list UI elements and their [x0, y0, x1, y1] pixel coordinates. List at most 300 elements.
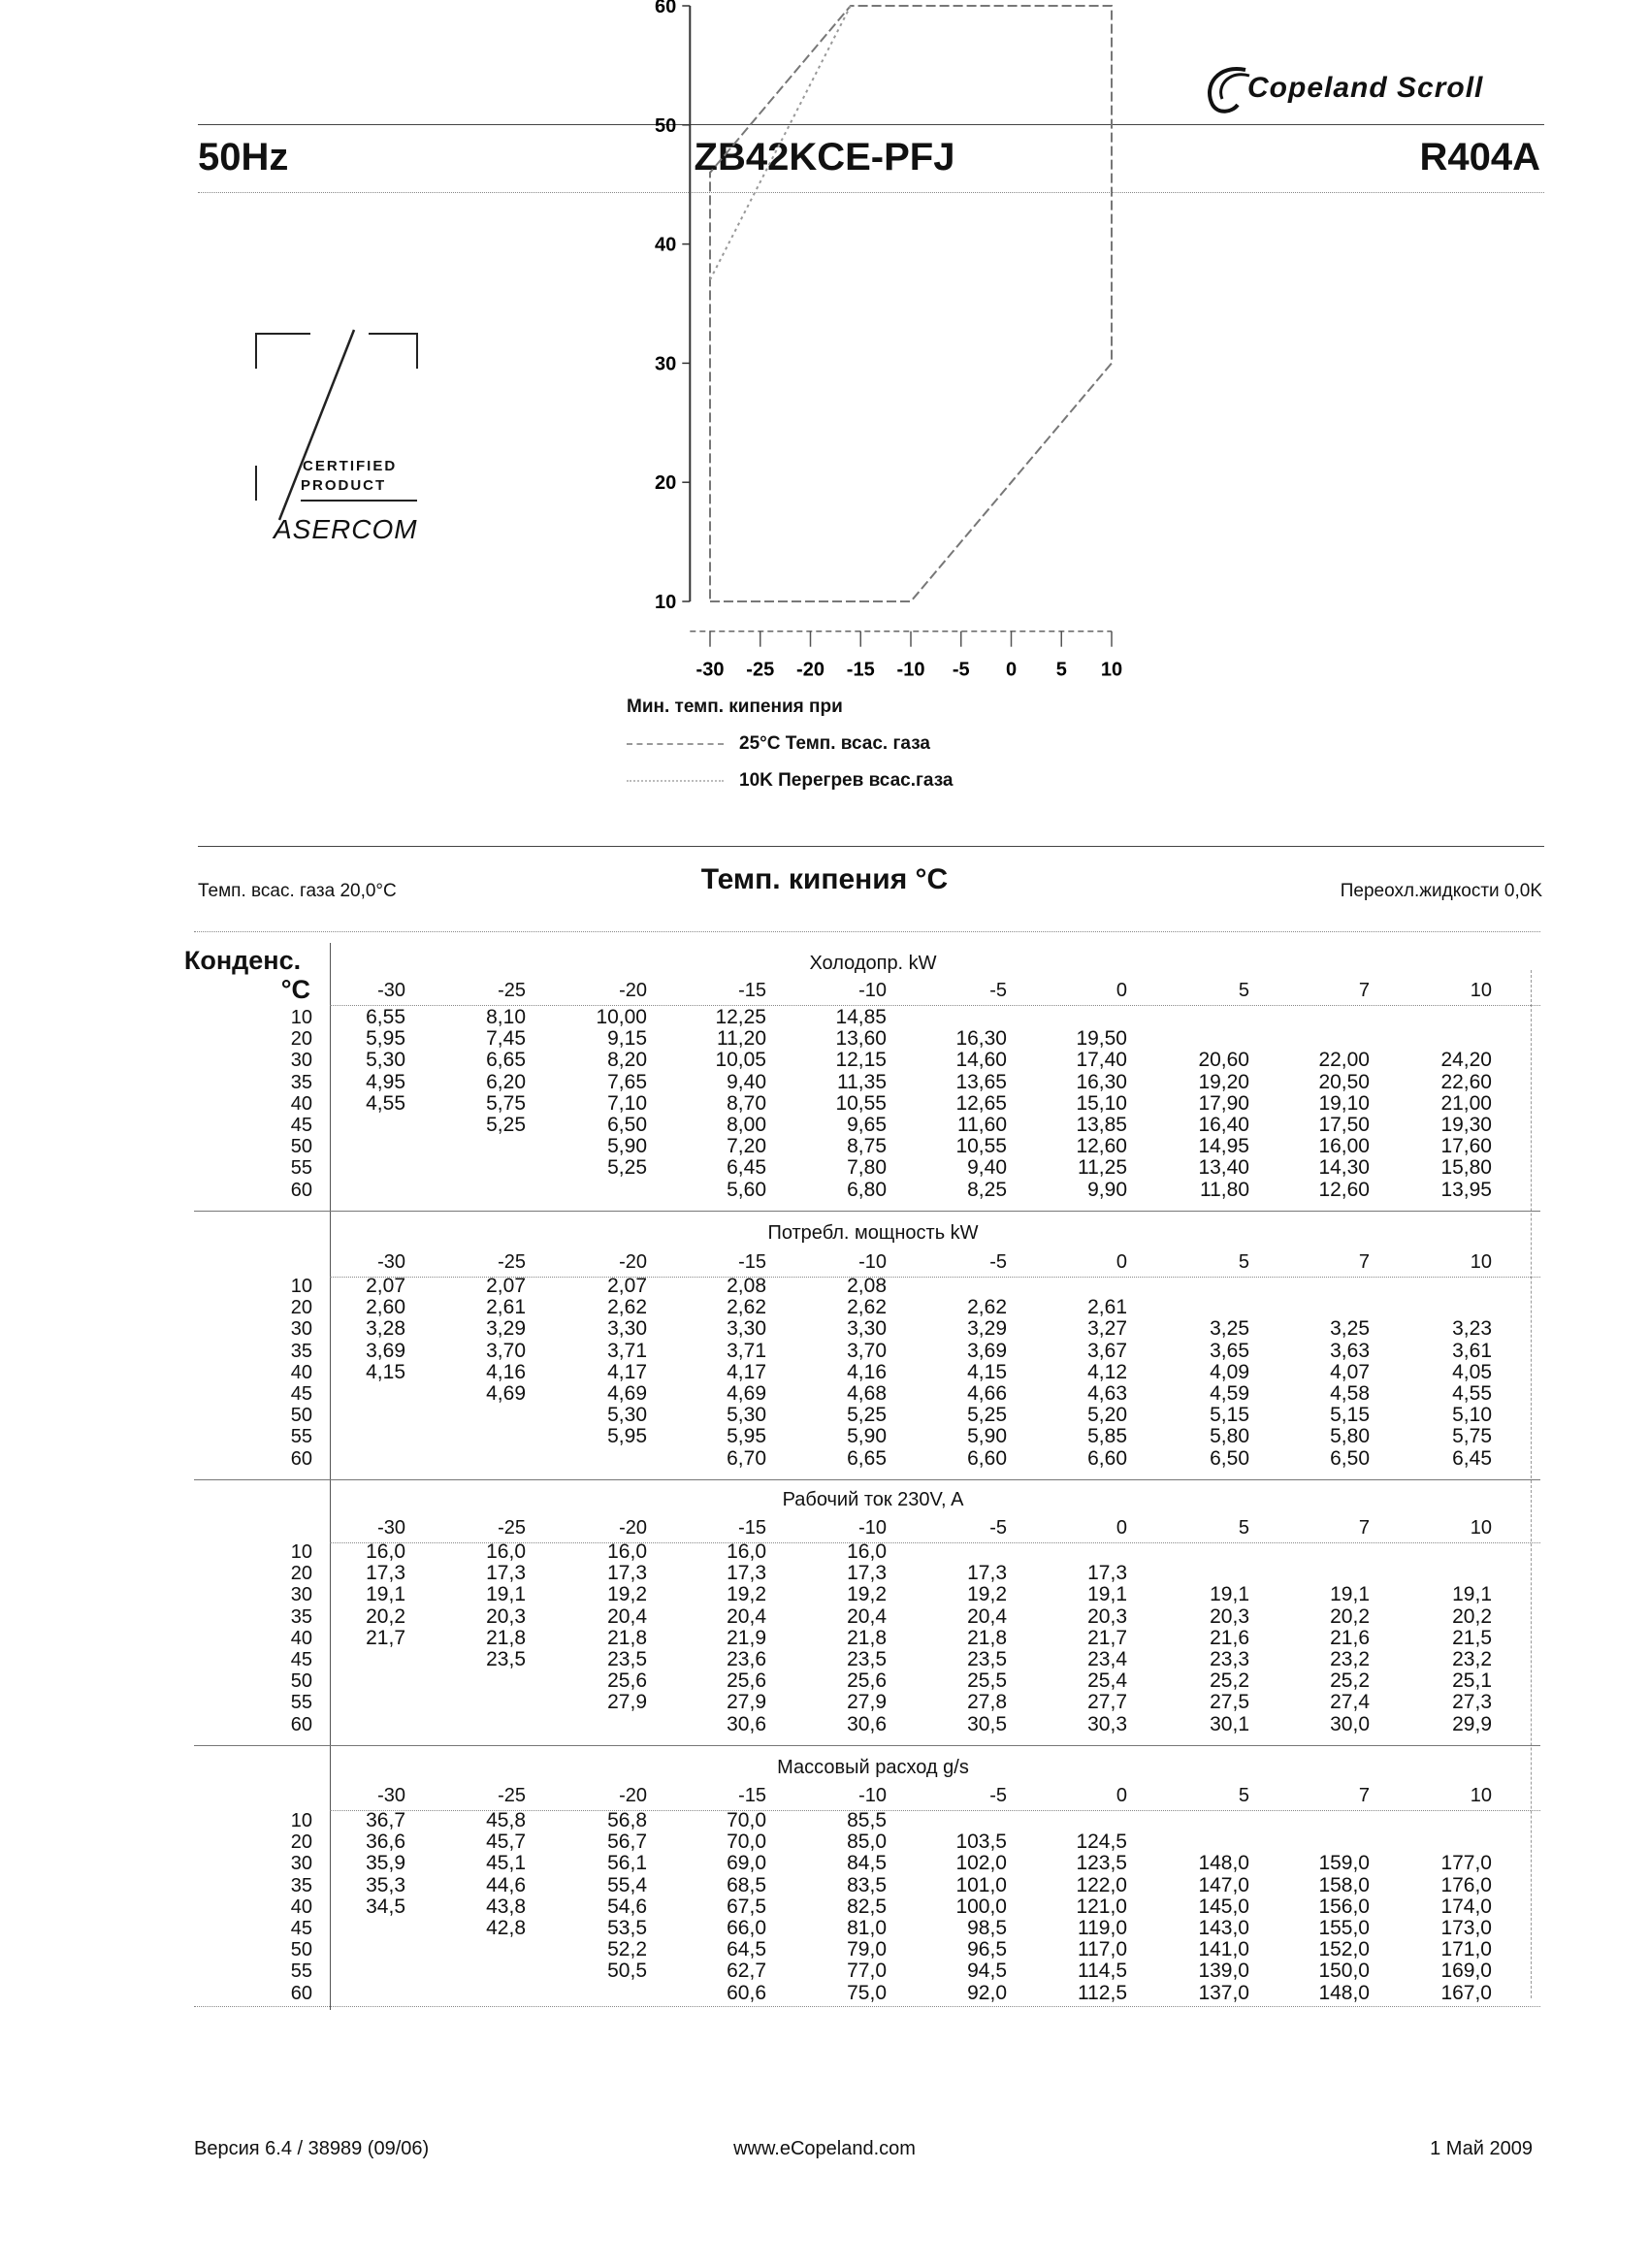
table-cell: 7,45 — [486, 1027, 526, 1051]
table-cell: 19,2 — [967, 1583, 1007, 1606]
y-tick-label-10: 10 — [655, 592, 677, 613]
table-cell: 5,75 — [1452, 1425, 1492, 1448]
table-cell: 16,40 — [1198, 1114, 1249, 1136]
table-cell: 19,2 — [847, 1583, 887, 1606]
table-cell: 119,0 — [1078, 1917, 1127, 1939]
col-header-10: 10 — [1470, 1251, 1492, 1273]
table-cell: 70,0 — [727, 1831, 766, 1854]
table-right-edge — [1531, 970, 1532, 1998]
row-label-20: 20 — [290, 1297, 312, 1319]
table-cell: 23,4 — [1087, 1648, 1127, 1670]
table-cell: 16,00 — [1318, 1135, 1370, 1158]
col-header--10: -10 — [858, 1785, 887, 1806]
table-cell: 30,1 — [1210, 1712, 1249, 1735]
row-label-50: 50 — [290, 1670, 312, 1693]
footer-date: 1 Май 2009 — [1430, 2138, 1533, 2159]
table-cell: 20,4 — [847, 1604, 887, 1628]
x-tick-label-10: 10 — [1100, 659, 1123, 681]
table-cell: 3,70 — [847, 1339, 887, 1362]
subcooling-note: Переохл.жидкости 0,0K — [1340, 881, 1542, 901]
table-cell: 8,70 — [727, 1091, 766, 1115]
x-tick-label-0: 0 — [1005, 659, 1018, 681]
suction-gas-temp-note: Темп. всас. газа 20,0°C — [198, 881, 397, 901]
table-cell: 3,30 — [847, 1317, 887, 1341]
table-cell: 13,40 — [1198, 1156, 1249, 1180]
table-cell: 3,29 — [486, 1317, 526, 1341]
table-cell: 141,0 — [1198, 1938, 1249, 1961]
table-cell: 25,2 — [1330, 1669, 1370, 1693]
table-cell: 3,71 — [727, 1339, 766, 1362]
y-tick-label-50: 50 — [655, 114, 677, 137]
table-cell: 55,4 — [607, 1873, 647, 1896]
table-cell: 35,9 — [366, 1852, 405, 1875]
table-cell: 17,50 — [1318, 1114, 1370, 1136]
table-cell: 23,2 — [1330, 1648, 1370, 1670]
table-cell: 103,5 — [955, 1831, 1007, 1854]
table-cell: 100,0 — [955, 1895, 1007, 1918]
table-cell: 17,3 — [847, 1562, 887, 1585]
table-cell: 23,5 — [847, 1648, 887, 1670]
table-cell: 117,0 — [1078, 1938, 1127, 1961]
table-cell: 4,69 — [486, 1382, 526, 1405]
table-cell: 30,5 — [967, 1712, 1007, 1735]
col-header--15: -15 — [738, 1517, 766, 1539]
table-cell: 20,50 — [1318, 1070, 1370, 1093]
y-tick-label-60: 60 — [655, 0, 677, 17]
row-label-10: 10 — [290, 1541, 312, 1563]
col-header--30: -30 — [377, 1517, 405, 1539]
y-tick-label-20: 20 — [655, 472, 677, 495]
table-cell: 4,58 — [1330, 1382, 1370, 1405]
table-top-rule — [194, 931, 1540, 932]
col-header--25: -25 — [498, 1785, 526, 1806]
table-cell: 69,0 — [727, 1852, 766, 1875]
table-cell: 23,3 — [1210, 1648, 1249, 1670]
table-cell: 66,0 — [727, 1917, 766, 1939]
table-cell: 23,5 — [486, 1648, 526, 1670]
table-cell: 85,0 — [847, 1831, 887, 1854]
table-cell: 42,8 — [486, 1917, 526, 1939]
table-cell: 45,8 — [486, 1809, 526, 1831]
table-cell: 2,62 — [727, 1296, 766, 1319]
table-cell: 8,20 — [607, 1049, 647, 1072]
row-label-35: 35 — [290, 1874, 312, 1896]
table-cell: 147,0 — [1198, 1873, 1249, 1896]
table-cell: 5,25 — [607, 1156, 647, 1180]
table-cell: 11,35 — [837, 1070, 887, 1093]
table-cell: 17,3 — [607, 1562, 647, 1585]
table-cell: 4,07 — [1330, 1360, 1370, 1383]
table-cell: 27,9 — [847, 1691, 887, 1714]
table-cell: 27,5 — [1210, 1691, 1249, 1714]
y-tick-label-30: 30 — [655, 353, 677, 375]
footer-version: Версия 6.4 / 38989 (09/06) — [194, 2138, 430, 2159]
col-header--20: -20 — [619, 1785, 647, 1806]
table-cell: 29,9 — [1452, 1712, 1492, 1735]
table-cell: 2,62 — [967, 1296, 1007, 1319]
table-cell: 7,10 — [607, 1091, 647, 1115]
table-cell: 17,3 — [1087, 1562, 1127, 1585]
table-cell: 92,0 — [967, 1981, 1007, 2004]
col-header--15: -15 — [738, 1785, 766, 1806]
table-cell: 19,1 — [486, 1583, 526, 1606]
table-cell: 5,25 — [847, 1404, 887, 1427]
table-cell: 23,5 — [967, 1648, 1007, 1670]
table-cell: 30,0 — [1330, 1712, 1370, 1735]
table-cell: 56,8 — [607, 1809, 647, 1831]
block-separator-1 — [194, 1479, 1540, 1480]
row-label-45: 45 — [290, 1383, 312, 1405]
footer-website: www.eCopeland.com — [733, 2138, 916, 2159]
table-cell: 6,60 — [1087, 1446, 1127, 1470]
table-cell: 20,2 — [1330, 1604, 1370, 1628]
table-cell: 4,95 — [366, 1070, 405, 1093]
col-header-5: 5 — [1238, 1785, 1249, 1806]
table-cell: 3,30 — [607, 1317, 647, 1341]
table-cell: 10,05 — [715, 1049, 766, 1072]
table-cell: 79,0 — [847, 1938, 887, 1961]
table-cell: 19,1 — [1330, 1583, 1370, 1606]
table-cell: 54,6 — [607, 1895, 647, 1918]
row-label-35: 35 — [290, 1340, 312, 1362]
table-cell: 68,5 — [727, 1873, 766, 1896]
table-cell: 22,00 — [1318, 1049, 1370, 1072]
row-label-60: 60 — [290, 1447, 312, 1470]
table-cell: 77,0 — [847, 1960, 887, 1983]
col-header-0: 0 — [1116, 980, 1127, 1001]
col-header--15: -15 — [738, 980, 766, 1001]
table-title-3: Массовый расход g/s — [777, 1757, 969, 1778]
row-label-55: 55 — [290, 1426, 312, 1448]
row-label-55: 55 — [290, 1157, 312, 1180]
table-cell: 10,55 — [955, 1135, 1007, 1158]
table-cell: 5,15 — [1330, 1404, 1370, 1427]
table-cell: 30,6 — [847, 1712, 887, 1735]
row-label-40: 40 — [290, 1895, 312, 1918]
table-cell: 8,00 — [727, 1114, 766, 1136]
table-cell: 21,5 — [1452, 1626, 1492, 1649]
table-cell: 70,0 — [727, 1809, 766, 1831]
table-cell: 5,15 — [1210, 1404, 1249, 1427]
table-cell: 4,69 — [607, 1382, 647, 1405]
table-cell: 36,6 — [366, 1831, 405, 1854]
table-cell: 2,61 — [1087, 1296, 1127, 1319]
table-cell: 56,1 — [607, 1852, 647, 1875]
col-header--30: -30 — [377, 980, 405, 1001]
table-cell: 6,45 — [727, 1156, 766, 1180]
table-cell: 9,40 — [967, 1156, 1007, 1180]
table-cell: 3,23 — [1452, 1317, 1492, 1341]
table-cell: 12,60 — [1076, 1135, 1127, 1158]
table-cell: 25,6 — [847, 1669, 887, 1693]
table-cell: 158,0 — [1318, 1873, 1370, 1896]
table-cell: 6,65 — [847, 1446, 887, 1470]
row-label-10: 10 — [290, 1810, 312, 1831]
table-cell: 19,1 — [366, 1583, 405, 1606]
row-label-45: 45 — [290, 1918, 312, 1939]
table-cell: 23,5 — [607, 1648, 647, 1670]
table-cell: 148,0 — [1198, 1852, 1249, 1875]
row-label-60: 60 — [290, 1179, 312, 1201]
table-cell: 5,80 — [1210, 1425, 1249, 1448]
row-label-20: 20 — [290, 1831, 312, 1854]
row-label-20: 20 — [290, 1563, 312, 1585]
table-cell: 60,6 — [727, 1981, 766, 2004]
x-tick-label--30: -30 — [695, 659, 725, 681]
frequency-label: 50Hz — [198, 136, 289, 178]
table-cell: 150,0 — [1318, 1960, 1370, 1983]
col-header--5: -5 — [989, 1785, 1007, 1806]
table-cell: 3,69 — [366, 1339, 405, 1362]
table-cell: 21,8 — [607, 1626, 647, 1649]
table-cell: 3,61 — [1452, 1339, 1492, 1362]
table-cell: 64,5 — [727, 1938, 766, 1961]
table-cell: 121,0 — [1076, 1895, 1127, 1918]
table-cell: 19,50 — [1076, 1027, 1127, 1051]
table-cell: 24,20 — [1440, 1049, 1492, 1072]
col-header-7: 7 — [1358, 1517, 1370, 1539]
table-cell: 14,95 — [1198, 1135, 1249, 1158]
table-cell: 3,29 — [967, 1317, 1007, 1341]
table-cell: 5,20 — [1087, 1404, 1127, 1427]
col-header--20: -20 — [619, 1251, 647, 1273]
table-cell: 14,85 — [835, 1006, 887, 1028]
table-cell: 94,5 — [967, 1960, 1007, 1983]
table-cell: 8,75 — [847, 1135, 887, 1158]
table-cell: 6,80 — [847, 1178, 887, 1201]
table-cell: 3,69 — [967, 1339, 1007, 1362]
x-tick-label--25: -25 — [746, 659, 775, 681]
table-cell: 3,25 — [1330, 1317, 1370, 1341]
table-cell: 11,80 — [1200, 1178, 1249, 1201]
table-cell: 3,25 — [1210, 1317, 1249, 1341]
table-cell: 5,30 — [727, 1404, 766, 1427]
table-cell: 12,60 — [1318, 1178, 1370, 1201]
row-label-60: 60 — [290, 1982, 312, 2004]
table-cell: 17,3 — [486, 1562, 526, 1585]
table-cell: 7,20 — [727, 1135, 766, 1158]
table-cell: 45,7 — [486, 1831, 526, 1854]
col-header-0: 0 — [1116, 1517, 1127, 1539]
table-cell: 3,28 — [366, 1317, 405, 1341]
col-header--20: -20 — [619, 1517, 647, 1539]
table-cell: 5,30 — [607, 1404, 647, 1427]
table-cell: 16,0 — [607, 1540, 647, 1563]
table-cell: 25,2 — [1210, 1669, 1249, 1693]
row-label-30: 30 — [290, 1584, 312, 1606]
x-tick-label--15: -15 — [846, 659, 875, 681]
table-cell: 21,8 — [847, 1626, 887, 1649]
table-cell: 2,62 — [847, 1296, 887, 1319]
table-cell: 5,75 — [486, 1091, 526, 1115]
table-cell: 14,60 — [955, 1049, 1007, 1072]
table-cell: 21,9 — [727, 1626, 766, 1649]
table-cell: 4,17 — [727, 1360, 766, 1383]
table-cell: 5,85 — [1087, 1425, 1127, 1448]
table-cell: 20,4 — [967, 1604, 1007, 1628]
table-cell: 16,0 — [366, 1540, 405, 1563]
table-cell: 156,0 — [1318, 1895, 1370, 1918]
table-cell: 4,63 — [1087, 1382, 1127, 1405]
col-header--25: -25 — [498, 1517, 526, 1539]
table-cell: 11,60 — [957, 1114, 1007, 1136]
table-cell: 17,3 — [727, 1562, 766, 1585]
row-label-45: 45 — [290, 1649, 312, 1670]
condensing-label-text: Конденс. — [183, 946, 302, 975]
legend-label-suction-temp: 25°C Темп. всас. газа — [739, 733, 930, 754]
table-cell: 16,30 — [955, 1027, 1007, 1051]
table-cell: 6,60 — [967, 1446, 1007, 1470]
row-label-30: 30 — [290, 1318, 312, 1341]
table-cell: 112,5 — [1078, 1981, 1127, 2004]
tables-bottom-rule — [194, 2006, 1540, 2007]
table-cell: 15,80 — [1440, 1156, 1492, 1180]
table-cell: 22,60 — [1440, 1070, 1492, 1093]
table-cell: 44,6 — [486, 1873, 526, 1896]
table-cell: 21,00 — [1440, 1091, 1492, 1115]
row-label-30: 30 — [290, 1853, 312, 1875]
table-cell: 20,60 — [1198, 1049, 1249, 1072]
row-label-60: 60 — [290, 1713, 312, 1735]
col-header--5: -5 — [989, 980, 1007, 1001]
table-cell: 5,90 — [847, 1425, 887, 1448]
table-cell: 21,8 — [486, 1626, 526, 1649]
table-cell: 2,08 — [847, 1275, 887, 1297]
col-header--25: -25 — [498, 1251, 526, 1273]
table-cell: 34,5 — [366, 1895, 405, 1918]
table-cell: 4,12 — [1087, 1360, 1127, 1383]
table-cell: 75,0 — [847, 1981, 887, 2004]
table-cell: 4,09 — [1210, 1360, 1249, 1383]
table-cell: 25,1 — [1452, 1669, 1492, 1693]
table-cell: 169,0 — [1440, 1960, 1492, 1983]
col-header--30: -30 — [377, 1785, 405, 1806]
col-header--10: -10 — [858, 1251, 887, 1273]
table-cell: 101,0 — [955, 1873, 1007, 1896]
table-cell: 4,59 — [1210, 1382, 1249, 1405]
table-cell: 25,6 — [727, 1669, 766, 1693]
table-cell: 96,5 — [967, 1938, 1007, 1961]
col-header-7: 7 — [1358, 980, 1370, 1001]
table-cell: 56,7 — [607, 1831, 647, 1854]
row-label-10: 10 — [290, 1007, 312, 1028]
table-cell: 19,2 — [607, 1583, 647, 1606]
row-label-40: 40 — [290, 1361, 312, 1383]
table-cell: 4,17 — [607, 1360, 647, 1383]
table-cell: 19,20 — [1198, 1070, 1249, 1093]
table-cell: 2,07 — [607, 1275, 647, 1297]
table-cell: 114,5 — [1078, 1960, 1127, 1983]
row-label-40: 40 — [290, 1092, 312, 1115]
table-cell: 5,10 — [1452, 1404, 1492, 1427]
table-cell: 25,5 — [967, 1669, 1007, 1693]
col-header--15: -15 — [738, 1251, 766, 1273]
col-header-10: 10 — [1470, 980, 1492, 1001]
table-cell: 5,90 — [967, 1425, 1007, 1448]
table-cell: 30,3 — [1087, 1712, 1127, 1735]
table-cell: 177,0 — [1440, 1852, 1492, 1875]
table-cell: 7,80 — [847, 1156, 887, 1180]
table-cell: 5,25 — [967, 1404, 1007, 1427]
col-header-10: 10 — [1470, 1517, 1492, 1539]
col-header-10: 10 — [1470, 1785, 1492, 1806]
table-cell: 171,0 — [1440, 1938, 1492, 1961]
table-cell: 27,9 — [607, 1691, 647, 1714]
y-tick-label-40: 40 — [655, 234, 677, 256]
table-cell: 19,1 — [1210, 1583, 1249, 1606]
table-cell: 4,16 — [486, 1360, 526, 1383]
col-header--20: -20 — [619, 980, 647, 1001]
table-cell: 2,08 — [727, 1275, 766, 1297]
x-tick-label--20: -20 — [796, 659, 824, 681]
row-label-10: 10 — [290, 1276, 312, 1297]
block-separator-2 — [194, 1745, 1540, 1746]
table-cell: 2,07 — [366, 1275, 405, 1297]
table-cell: 43,8 — [486, 1895, 526, 1918]
table-cell: 67,5 — [727, 1895, 766, 1918]
table-cell: 174,0 — [1440, 1895, 1492, 1918]
table-cell: 5,30 — [366, 1049, 405, 1072]
table-cell: 83,5 — [847, 1873, 887, 1896]
table-cell: 176,0 — [1440, 1873, 1492, 1896]
table-cell: 6,65 — [486, 1049, 526, 1072]
legend-label-superheat: 10K Перегрев всас.газа — [739, 770, 954, 791]
table-cell: 6,70 — [727, 1446, 766, 1470]
table-cell: 6,50 — [1330, 1446, 1370, 1470]
row-label-20: 20 — [290, 1028, 312, 1051]
table-cell: 81,0 — [847, 1917, 887, 1939]
refrigerant-label: R404A — [1419, 136, 1540, 178]
table-cell: 84,5 — [847, 1852, 887, 1875]
table-cell: 52,2 — [607, 1938, 647, 1961]
table-cell: 8,25 — [967, 1178, 1007, 1201]
table-cell: 27,4 — [1330, 1691, 1370, 1714]
table-cell: 20,2 — [366, 1604, 405, 1628]
row-label-40: 40 — [290, 1627, 312, 1649]
table-cell: 15,10 — [1076, 1091, 1127, 1115]
table-cell: 20,2 — [1452, 1604, 1492, 1628]
table-cell: 2,62 — [607, 1296, 647, 1319]
cert-org: ASERCOM — [274, 514, 418, 544]
table-cell: 82,5 — [847, 1895, 887, 1918]
table-cell: 16,0 — [486, 1540, 526, 1563]
table-cell: 17,90 — [1198, 1091, 1249, 1115]
table-title-1: Потребл. мощность kW — [767, 1222, 979, 1244]
col-header-5: 5 — [1238, 980, 1249, 1001]
table-cell: 19,10 — [1318, 1091, 1370, 1115]
table-cell: 4,15 — [366, 1360, 405, 1383]
table-cell: 45,1 — [486, 1852, 526, 1875]
table-cell: 27,9 — [727, 1691, 766, 1714]
col-header--5: -5 — [989, 1517, 1007, 1539]
table-cell: 20,3 — [1087, 1604, 1127, 1628]
table-cell: 3,71 — [607, 1339, 647, 1362]
table-cell: 4,55 — [1452, 1382, 1492, 1405]
col-header--30: -30 — [377, 1251, 405, 1273]
table-cell: 21,7 — [1087, 1626, 1127, 1649]
block-separator-0 — [194, 1211, 1540, 1212]
table-cell: 4,66 — [967, 1382, 1007, 1405]
condensing-unit-text: °C — [280, 975, 310, 1004]
table-title-0: Холодопр. kW — [809, 953, 937, 974]
table-cell: 5,60 — [727, 1178, 766, 1201]
table-cell: 4,16 — [847, 1360, 887, 1383]
table-cell: 143,0 — [1198, 1917, 1249, 1939]
table-cell: 3,27 — [1087, 1317, 1127, 1341]
table-cell: 137,0 — [1198, 1981, 1249, 2004]
col-header--25: -25 — [498, 980, 526, 1001]
table-cell: 20,4 — [607, 1604, 647, 1628]
